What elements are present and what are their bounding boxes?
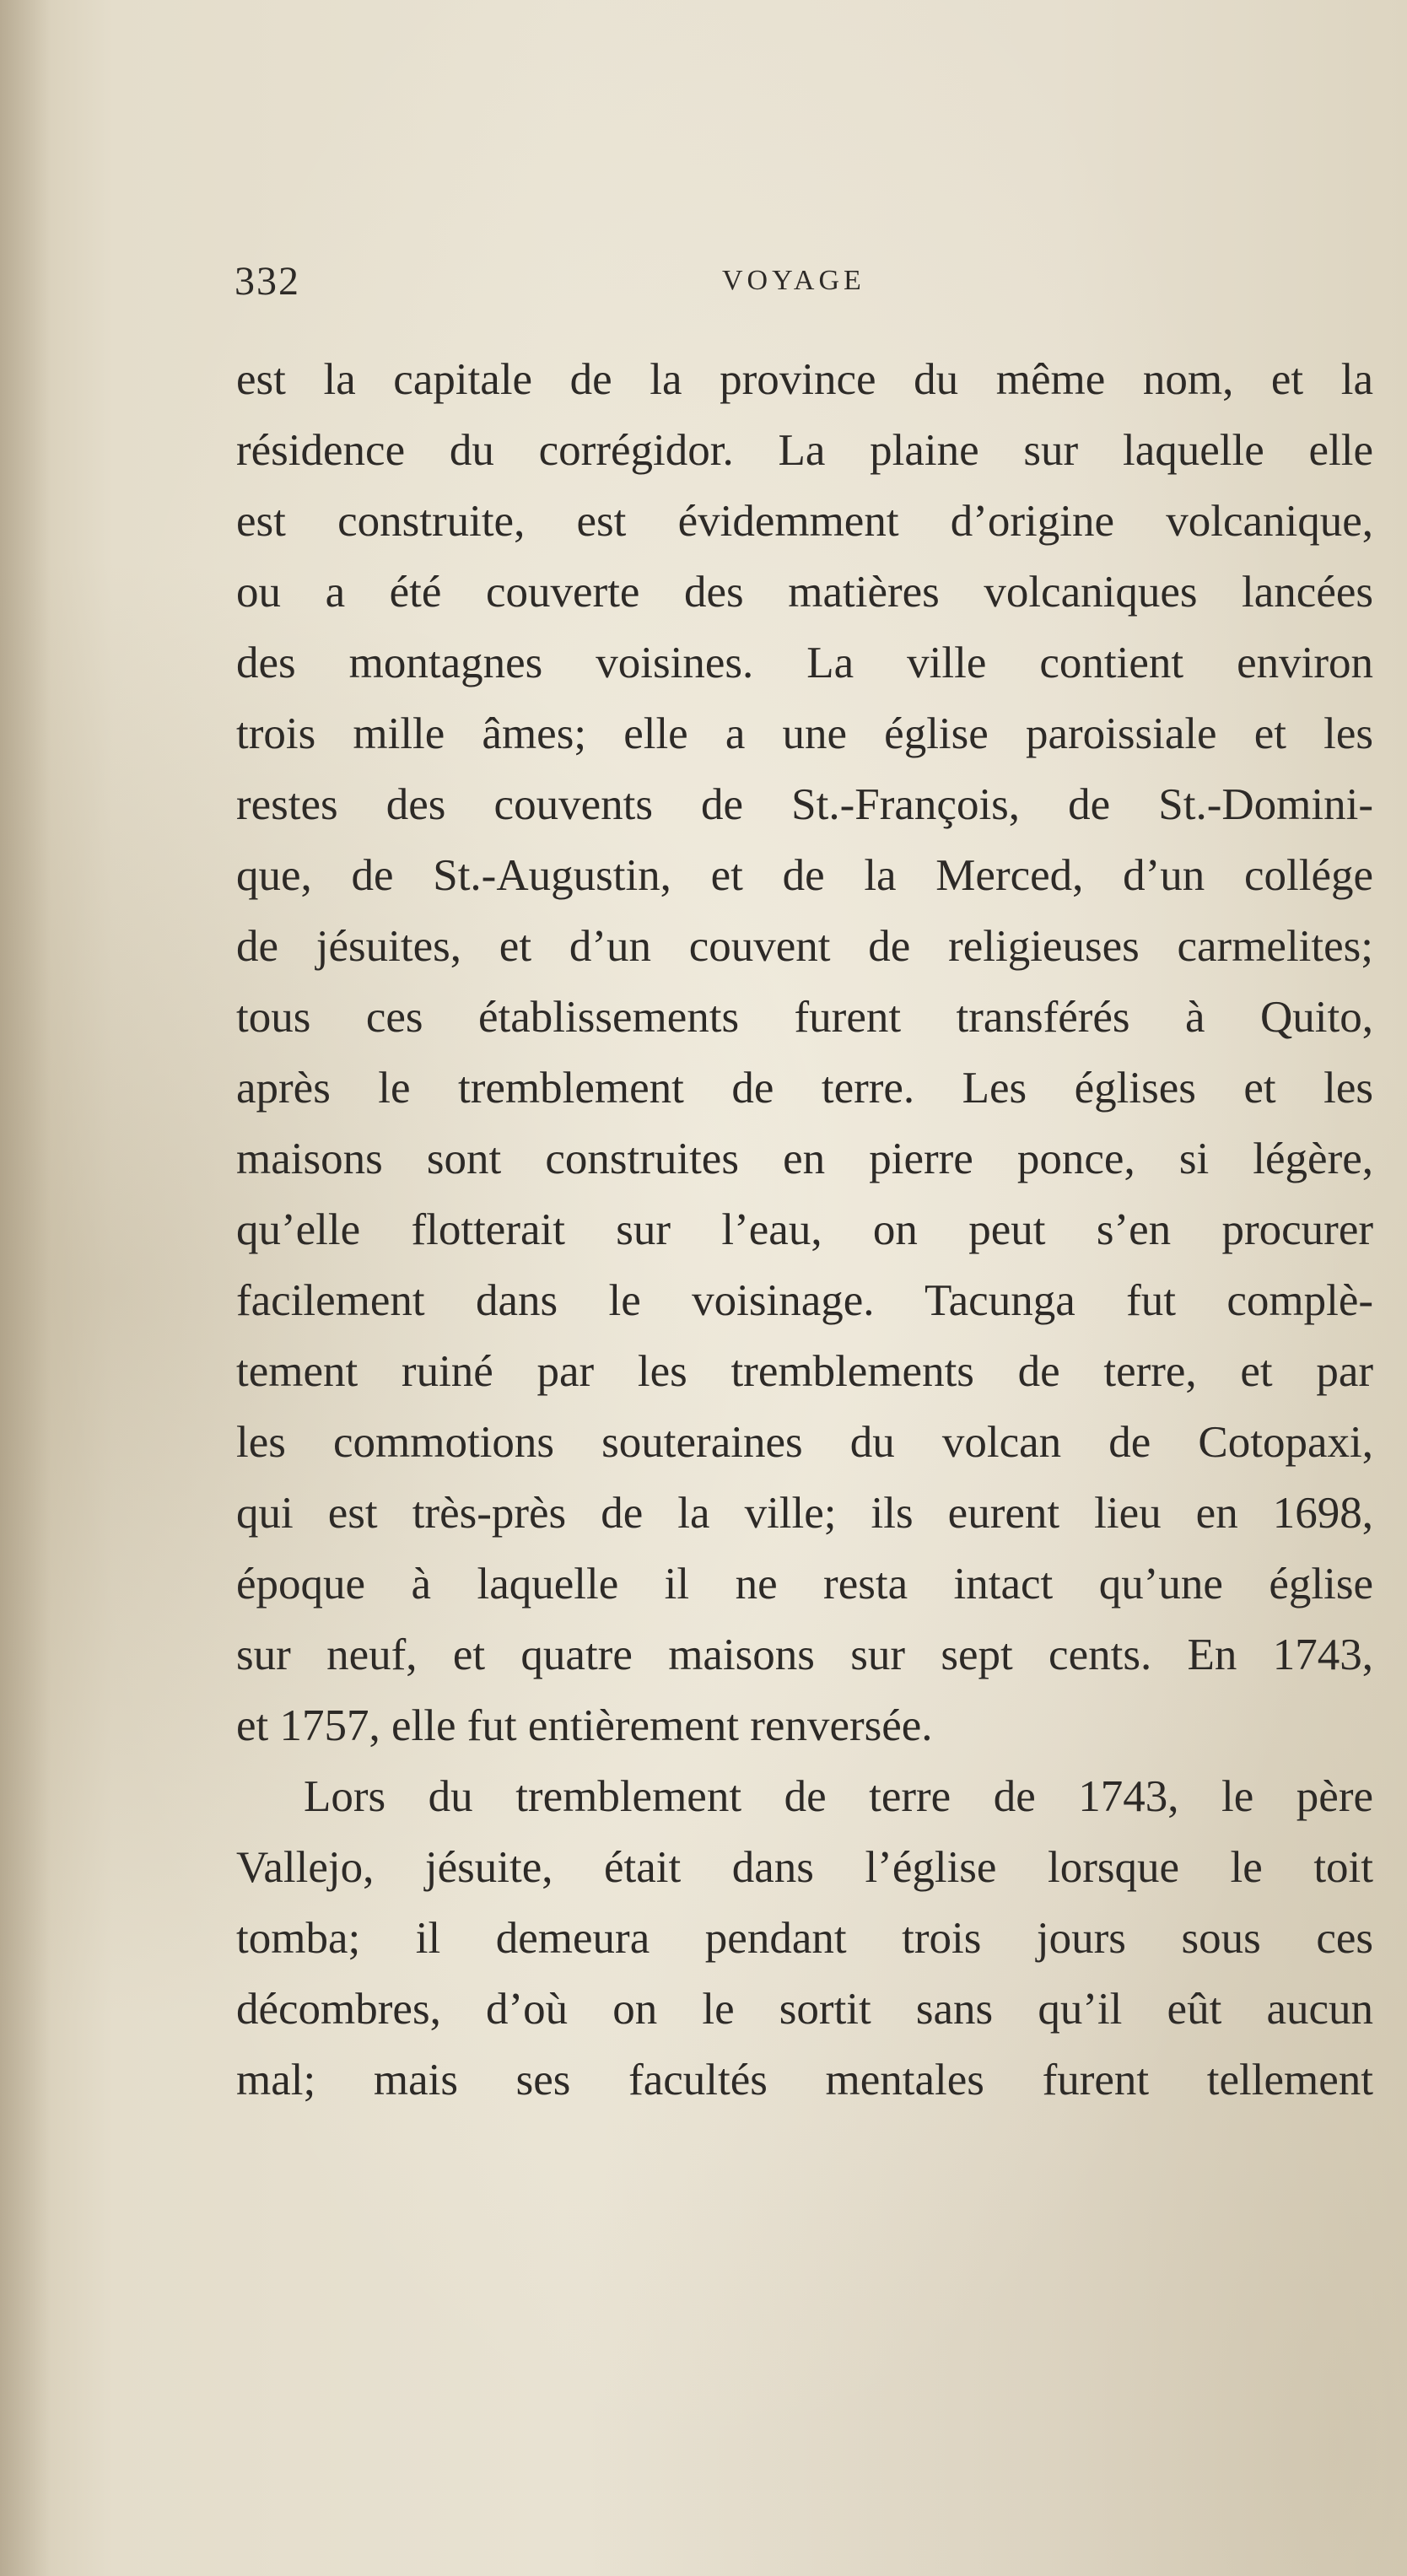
text-line: décombres, d’où on le sortit sans qu’il eût aucun — [236, 1985, 1373, 2034]
text-line: après le tremblement de terre. Les églises et les — [236, 1064, 1373, 1113]
text-line: Lors du tremblement de terre de 1743, le père — [304, 1772, 1373, 1821]
text-line: tement ruiné par les tremblements de terre, et par — [236, 1347, 1373, 1396]
text-line: et 1757, elle fut entièrement renversée. — [236, 1701, 933, 1750]
text-line: sur neuf, et quatre maisons sur sept cents. En 1743, — [236, 1630, 1373, 1679]
running-head: VOYAGE — [722, 265, 865, 296]
text-line: qui est très-près de la ville; ils eurent lieu en 1698, — [236, 1489, 1373, 1538]
text-line: trois mille âmes; elle a une église paroissiale et les — [236, 709, 1373, 758]
text-line: ou a été couverte des matières volcaniques lancées — [236, 568, 1373, 617]
text-line: maisons sont construites en pierre ponce, si légère, — [236, 1134, 1373, 1183]
page-number: 332 — [234, 259, 300, 304]
page-gutter-shadow — [0, 0, 51, 2576]
text-line: Vallejo, jésuite, était dans l’église lorsque le toit — [236, 1843, 1373, 1892]
text-line: est construite, est évidemment d’origine volcanique, — [236, 497, 1373, 546]
page-header — [234, 258, 1390, 309]
text-line: tomba; il demeura pendant trois jours sous ces — [236, 1914, 1373, 1963]
text-line: est la capitale de la province du même nom, et la — [236, 355, 1373, 404]
text-line: les commotions souteraines du volcan de Cotopaxi, — [236, 1418, 1373, 1467]
text-line: facilement dans le voisinage. Tacunga fut complè- — [236, 1276, 1373, 1325]
text-line: mal; mais ses facultés mentales furent tellement — [236, 2056, 1373, 2104]
text-line: résidence du corrégidor. La plaine sur laquelle elle — [236, 426, 1373, 475]
text-line: époque à laquelle il ne resta intact qu’une église — [236, 1560, 1373, 1609]
text-line: tous ces établissements furent transférés à Quito, — [236, 993, 1373, 1042]
text-line: de jésuites, et d’un couvent de religieuses carmelites; — [236, 922, 1373, 971]
text-line: que, de St.-Augustin, et de la Merced, d’un collége — [236, 851, 1373, 900]
body-text — [236, 344, 1373, 2115]
text-line: des montagnes voisines. La ville contient environ — [236, 639, 1373, 687]
text-line: restes des couvents de St.-François, de St.-Domini- — [236, 780, 1373, 829]
text-line: qu’elle flotterait sur l’eau, on peut s’en procurer — [236, 1205, 1373, 1254]
